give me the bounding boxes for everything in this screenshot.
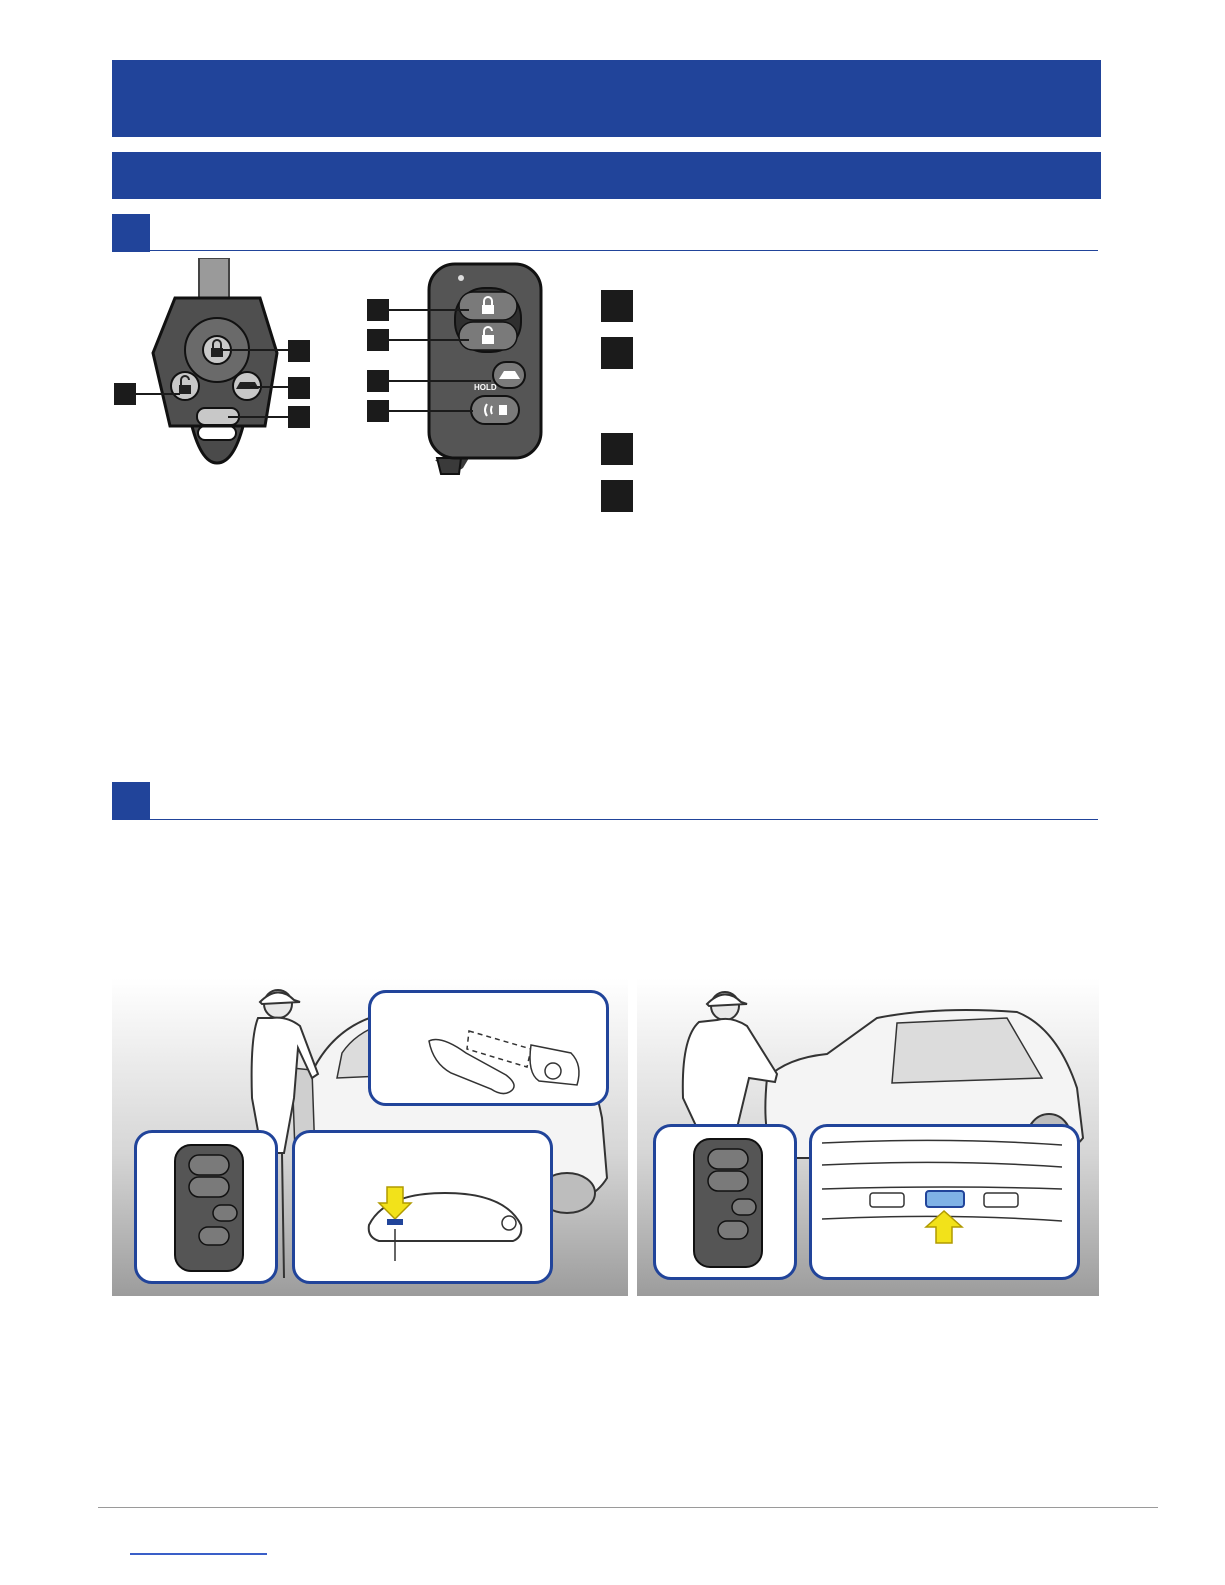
trunk-button-inset [809,1124,1080,1280]
access-key-inset [134,1130,278,1284]
callout-trunk [288,377,310,399]
access-key-small [656,1127,797,1280]
legend-item-2 [601,337,633,369]
section-2-marker [112,782,150,820]
trunk-unlock-illustration [637,978,1099,1296]
door-unlock-illustration [112,978,628,1296]
section-1-rule [150,250,1098,251]
door-handle-drawing [295,1133,553,1284]
hand-sensor-inset [368,990,609,1106]
trunk-button-drawing [812,1127,1080,1280]
callout-access-lock [367,299,389,321]
callout-access-panic [367,400,389,422]
access-key-small [137,1133,278,1284]
unlock-icon [171,372,199,400]
trunk-hold-label: HOLD [474,383,497,392]
section-1-marker [112,214,150,252]
callout-unlock [114,383,136,405]
remote-key-fob [105,258,330,468]
door-handle-inset [292,1130,553,1284]
section-2-rule [150,819,1098,820]
callout-panic [288,406,310,428]
legend-item-1 [601,290,633,322]
chapter-title-bar [112,60,1101,137]
callout-access-unlock [367,329,389,351]
callout-access-trunk [367,370,389,392]
access-key-inset [653,1124,797,1280]
legend-item-4 [601,480,633,512]
callout-lock [288,340,310,362]
section-title-bar [112,152,1101,199]
footer-rule [98,1507,1158,1508]
access-key [425,262,550,480]
legend-item-3 [601,433,633,465]
hand-on-handle-drawing [371,993,609,1106]
footer-link-underline[interactable] [130,1553,267,1555]
